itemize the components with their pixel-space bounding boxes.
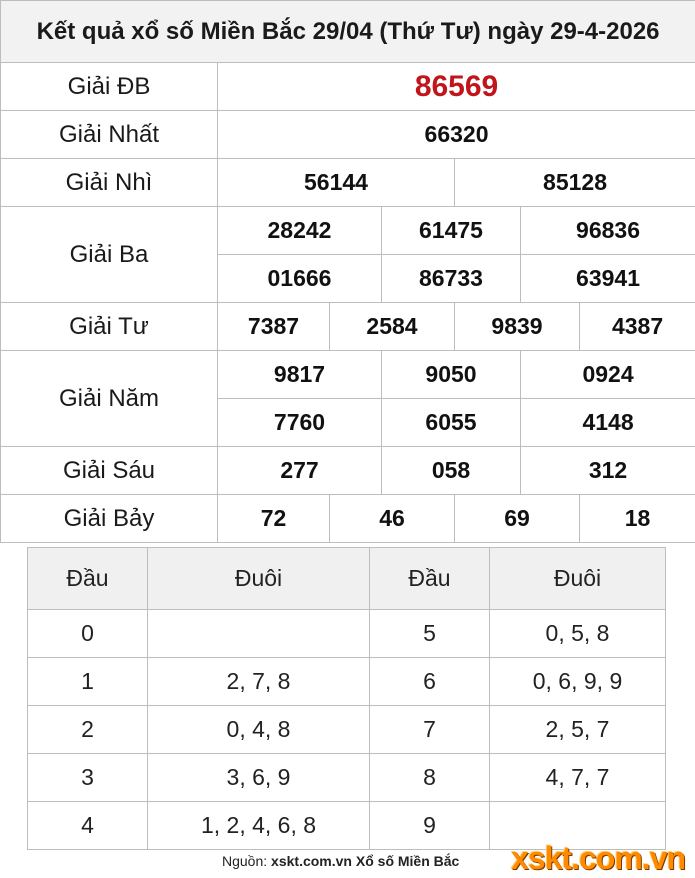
loto-tail-digits: 2, 5, 7 [490,706,666,754]
seventh-prize-value: 69 [455,495,580,543]
loto-tail-digits: 0, 6, 9, 9 [490,658,666,706]
table-row [28,610,666,658]
fourth-prize-value: 7387 [218,303,330,351]
third-prize-value: 01666 [218,255,382,303]
third-prize-value: 86733 [382,255,521,303]
fourth-prize-value: 9839 [455,303,580,351]
fifth-prize-value: 9050 [382,351,521,399]
third-prize-value: 96836 [521,207,695,255]
fourth-prize-value: 4387 [580,303,695,351]
fourth-prize-value: 2584 [330,303,455,351]
second-prize-value: 85128 [455,159,695,207]
third-prize-value: 28242 [218,207,382,255]
first-prize-value: 66320 [218,111,695,159]
loto-head-digit: 3 [28,754,148,802]
prize-label-nam: Giải Năm [1,351,218,447]
seventh-prize-value: 72 [218,495,330,543]
fifth-prize-value: 0924 [521,351,695,399]
loto-head-digit: 1 [28,658,148,706]
loto-head-digit: 0 [28,610,148,658]
brand-logo: xskt.com.vn [511,840,685,876]
loto-tail-digits: 2, 7, 8 [148,658,370,706]
footer-suffix: Xổ số Miền Bắc [355,853,460,869]
third-prize-value: 63941 [521,255,695,303]
loto-tail-digits: 3, 6, 9 [148,754,370,802]
table-row [28,658,666,706]
loto-head-digit: 9 [370,802,490,850]
loto-tail-digits: 1, 2, 4, 6, 8 [148,802,370,850]
prize-label-tu: Giải Tư [1,303,218,351]
loto-head-digit: 6 [370,658,490,706]
loto-head-digit: 7 [370,706,490,754]
loto-table [27,547,666,850]
sixth-prize-value: 058 [382,447,521,495]
fifth-prize-value: 6055 [382,399,521,447]
prize-label-ba: Giải Ba [1,207,218,303]
loto-header-duoi: Đuôi [490,548,666,610]
fifth-prize-value: 9817 [218,351,382,399]
prize-label-db: Giải ĐB [1,63,218,111]
special-prize-value: 86569 [218,63,695,111]
sixth-prize-value: 312 [521,447,695,495]
fifth-prize-value: 4148 [521,399,695,447]
loto-head-digit: 2 [28,706,148,754]
source-footer [222,853,459,869]
sixth-prize-value: 277 [218,447,382,495]
loto-tail-digits [148,610,370,658]
loto-head-digit: 8 [370,754,490,802]
loto-tail-digits: 0, 4, 8 [148,706,370,754]
fifth-prize-value: 7760 [218,399,382,447]
seventh-prize-value: 18 [580,495,695,543]
loto-header-dau: Đầu [28,548,148,610]
table-row [28,706,666,754]
loto-tail-digits: 0, 5, 8 [490,610,666,658]
footer-site-link[interactable]: xskt.com.vn [271,853,352,869]
footer-prefix: Nguồn: [222,853,268,869]
loto-head-digit: 5 [370,610,490,658]
page-title: Kết quả xổ số Miền Bắc 29/04 (Thứ Tư) ngày 29-4-2026 [1,1,695,63]
table-row [28,754,666,802]
loto-head-digit: 4 [28,802,148,850]
seventh-prize-value: 46 [330,495,455,543]
loto-header-duoi: Đuôi [148,548,370,610]
prize-label-sau: Giải Sáu [1,447,218,495]
second-prize-value: 56144 [218,159,455,207]
prize-label-bay: Giải Bảy [1,495,218,543]
loto-tail-digits: 4, 7, 7 [490,754,666,802]
prize-label-nhi: Giải Nhì [1,159,218,207]
prize-label-nhat: Giải Nhất [1,111,218,159]
loto-header-dau: Đầu [370,548,490,610]
third-prize-value: 61475 [382,207,521,255]
